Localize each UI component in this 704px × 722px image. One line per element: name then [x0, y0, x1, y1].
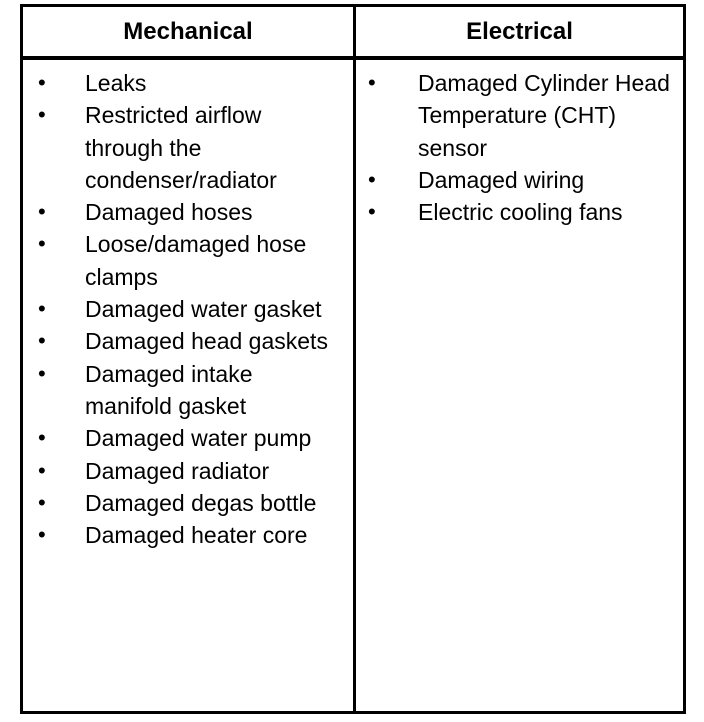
list-item [23, 196, 353, 228]
electrical-list [356, 67, 683, 228]
mechanical-header: Mechanical [123, 17, 253, 45]
list-item [356, 196, 683, 228]
list-item-text: Damaged radiator [85, 457, 270, 484]
list-item [23, 455, 353, 487]
bullet-icon: • [38, 102, 46, 128]
electrical-header: Electrical [466, 17, 573, 45]
list-item [23, 325, 353, 357]
list-item [23, 358, 353, 423]
bullet-icon: • [38, 199, 46, 225]
list-item [23, 228, 353, 293]
list-item-text: Damaged wiring [418, 166, 585, 193]
bullet-icon: • [38, 425, 46, 451]
bullet-icon: • [38, 522, 46, 548]
diagnostic-table [20, 4, 686, 714]
list-item-text: Damaged Cylinder Head Temperature (CHT) sensor [418, 70, 670, 161]
bullet-icon: • [38, 457, 46, 483]
list-item-text: Damaged water pump [85, 425, 312, 452]
bullet-icon: • [368, 199, 376, 225]
mechanical-list [23, 67, 353, 551]
bullet-icon: • [38, 328, 46, 354]
list-item-text: Damaged water gasket [85, 296, 322, 323]
list-item [356, 164, 683, 196]
list-item-text: Damaged intake manifold gasket [85, 360, 253, 419]
bullet-icon: • [368, 70, 376, 95]
list-item [23, 67, 353, 99]
list-item-text: Damaged degas bottle [85, 489, 317, 516]
list-item-text: Leaks [85, 70, 147, 96]
list-item [23, 293, 353, 325]
bullet-icon: • [38, 70, 46, 95]
bullet-icon: • [38, 489, 46, 515]
list-item-text: Electric cooling fans [418, 199, 623, 226]
bullet-icon: • [368, 166, 376, 192]
list-item [23, 99, 353, 196]
list-item [356, 67, 683, 164]
list-item-text: Damaged hoses [85, 199, 253, 226]
list-item [23, 487, 353, 519]
list-item [23, 422, 353, 454]
list-item [23, 519, 353, 551]
bullet-icon: • [38, 231, 46, 257]
list-item-text: Damaged heater core [85, 522, 308, 549]
list-item-text: Restricted airflow through the condenser/radiator [85, 102, 277, 193]
bullet-icon: • [38, 296, 46, 322]
header-divider [23, 56, 683, 60]
list-item-text: Damaged head gaskets [85, 328, 328, 355]
list-item-text: Loose/damaged hose clamps [85, 231, 307, 290]
bullet-icon: • [38, 360, 46, 386]
